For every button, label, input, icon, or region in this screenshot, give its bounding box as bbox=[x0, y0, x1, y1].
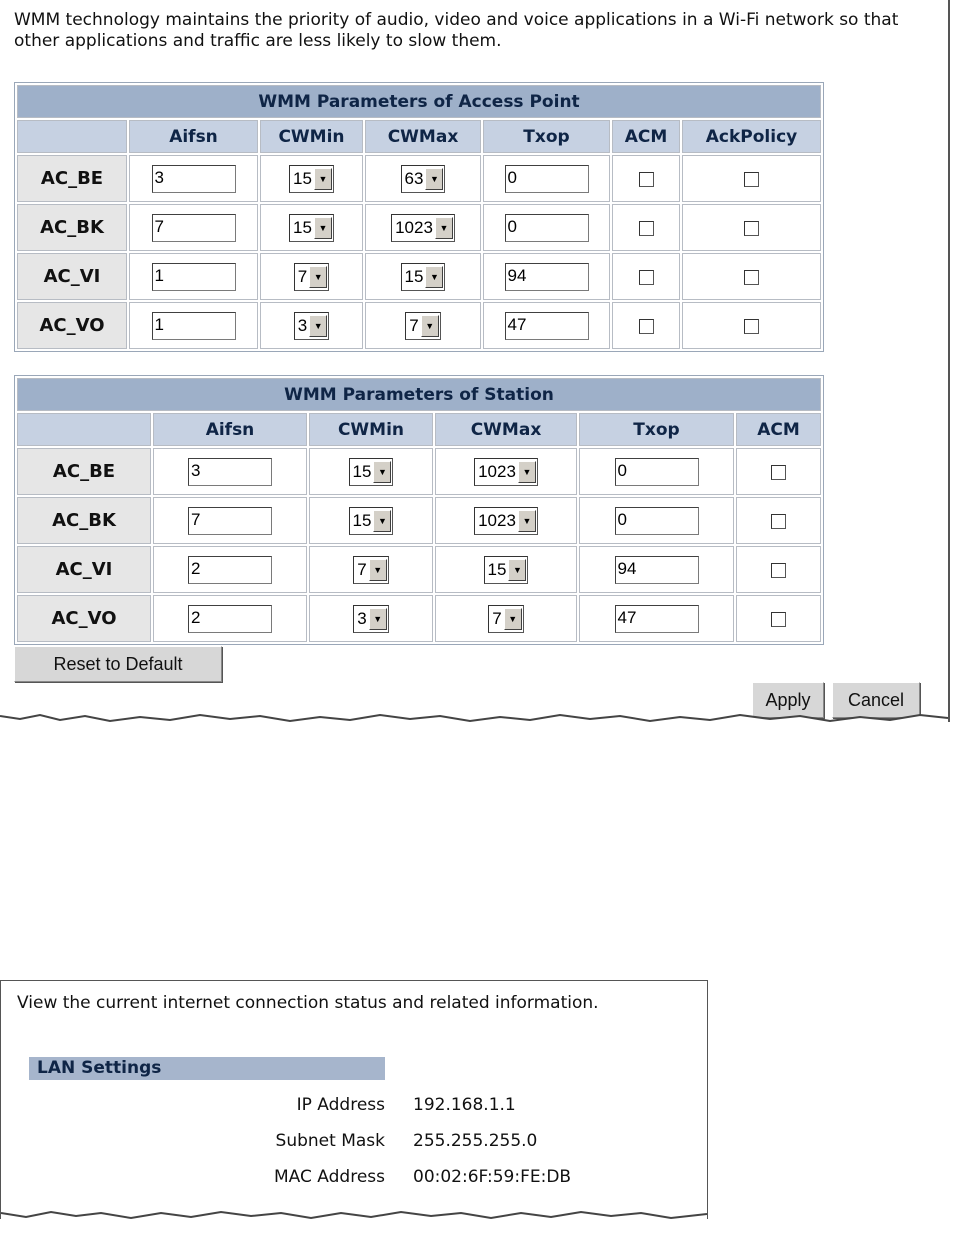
select-value: 15 bbox=[487, 559, 507, 579]
subnet-mask-value: 255.255.255.0 bbox=[413, 1131, 538, 1151]
chevron-down-icon[interactable]: ▼ bbox=[373, 510, 391, 532]
ap-row-label: AC_BK bbox=[17, 204, 127, 251]
ap-ackpolicy-checkbox[interactable] bbox=[744, 319, 759, 334]
table-row bbox=[17, 497, 821, 544]
ap-aifsn-input[interactable]: 1 bbox=[152, 263, 236, 291]
ap-header-cwmax: CWMax bbox=[365, 120, 481, 153]
torn-edge bbox=[1, 1207, 707, 1225]
sta-row-label: AC_BE bbox=[17, 448, 151, 495]
sta-aifsn-input[interactable]: 2 bbox=[188, 605, 272, 633]
apply-button[interactable]: Apply bbox=[752, 682, 824, 718]
select-value: 7 bbox=[297, 266, 308, 286]
ap-header-ackpolicy: AckPolicy bbox=[682, 120, 821, 153]
select-value: 15 bbox=[293, 168, 312, 188]
ap-parameters-table bbox=[14, 82, 824, 352]
sta-acm-checkbox[interactable] bbox=[771, 563, 786, 578]
ap-row-label: AC_VO bbox=[17, 302, 127, 349]
sta-cwmax-select[interactable] bbox=[474, 507, 538, 535]
ap-cwmin-select[interactable] bbox=[289, 165, 334, 193]
sta-header-cwmax: CWMax bbox=[435, 413, 577, 446]
select-value: 63 bbox=[404, 168, 424, 188]
sta-row-label: AC_BK bbox=[17, 497, 151, 544]
select-value: 15 bbox=[352, 510, 372, 530]
chevron-down-icon[interactable]: ▼ bbox=[369, 608, 387, 630]
sta-header-blank bbox=[17, 413, 151, 446]
select-value: 1023 bbox=[478, 461, 516, 481]
ap-txop-input[interactable]: 47 bbox=[505, 312, 589, 340]
ap-cwmax-select[interactable] bbox=[401, 165, 446, 193]
station-table-title: WMM Parameters of Station bbox=[17, 378, 821, 411]
ap-cwmax-select[interactable] bbox=[391, 214, 455, 242]
sta-header-aifsn: Aifsn bbox=[153, 413, 307, 446]
mac-address-value: 00:02:6F:59:FE:DB bbox=[413, 1167, 572, 1187]
subnet-mask-label: Subnet Mask bbox=[275, 1131, 385, 1151]
cancel-button[interactable]: Cancel bbox=[832, 682, 920, 718]
ap-aifsn-input[interactable]: 1 bbox=[152, 312, 236, 340]
select-value: 3 bbox=[297, 315, 308, 335]
ap-acm-checkbox[interactable] bbox=[639, 270, 654, 285]
ap-aifsn-input[interactable]: 3 bbox=[152, 165, 236, 193]
ap-txop-input[interactable]: 94 bbox=[505, 263, 589, 291]
sta-cwmax-select[interactable] bbox=[474, 458, 538, 486]
ap-acm-checkbox[interactable] bbox=[639, 319, 654, 334]
table-row bbox=[17, 302, 821, 349]
chevron-down-icon[interactable]: ▼ bbox=[508, 559, 526, 581]
chevron-down-icon[interactable]: ▼ bbox=[314, 168, 332, 190]
ap-acm-checkbox[interactable] bbox=[639, 221, 654, 236]
sta-header-cwmin: CWMin bbox=[309, 413, 433, 446]
torn-edge bbox=[0, 710, 948, 728]
sta-acm-checkbox[interactable] bbox=[771, 514, 786, 529]
ip-address-value: 192.168.1.1 bbox=[413, 1095, 516, 1115]
chevron-down-icon[interactable]: ▼ bbox=[425, 266, 443, 288]
wmm-description: WMM technology maintains the priority of audio, video and voice applications in a Wi-Fi network so that other applications and traffic are less likely to slow them. bbox=[14, 10, 899, 51]
sta-txop-input[interactable]: 0 bbox=[615, 507, 699, 535]
sta-row-label: AC_VI bbox=[17, 546, 151, 593]
select-value: 1023 bbox=[478, 510, 516, 530]
sta-cwmin-select[interactable] bbox=[353, 556, 388, 584]
sta-cwmin-select[interactable] bbox=[353, 605, 388, 633]
select-value: 1023 bbox=[395, 217, 433, 237]
chevron-down-icon[interactable]: ▼ bbox=[373, 461, 391, 483]
ap-cwmin-select[interactable] bbox=[294, 312, 329, 340]
sta-cwmin-select[interactable] bbox=[349, 458, 394, 486]
table-row bbox=[17, 155, 821, 202]
chevron-down-icon[interactable]: ▼ bbox=[518, 510, 536, 532]
select-value: 15 bbox=[352, 461, 372, 481]
sta-cwmax-select[interactable] bbox=[484, 556, 529, 584]
ap-header-acm: ACM bbox=[612, 120, 680, 153]
mac-address-label: MAC Address bbox=[274, 1167, 385, 1187]
ap-ackpolicy-checkbox[interactable] bbox=[744, 221, 759, 236]
ap-ackpolicy-checkbox[interactable] bbox=[744, 172, 759, 187]
select-value: 3 bbox=[357, 608, 367, 628]
lan-settings-header: LAN Settings bbox=[29, 1057, 385, 1080]
sta-header-txop: Txop bbox=[579, 413, 734, 446]
table-row bbox=[17, 595, 821, 642]
sta-row-label: AC_VO bbox=[17, 595, 151, 642]
ap-table-title: WMM Parameters of Access Point bbox=[17, 85, 821, 118]
table-row bbox=[17, 546, 821, 593]
sta-header-acm: ACM bbox=[736, 413, 821, 446]
sta-txop-input[interactable]: 0 bbox=[615, 458, 699, 486]
sta-aifsn-input[interactable]: 2 bbox=[188, 556, 272, 584]
ap-cwmax-select[interactable] bbox=[405, 312, 440, 340]
chevron-down-icon[interactable]: ▼ bbox=[314, 217, 332, 239]
ap-cwmin-select[interactable] bbox=[289, 214, 334, 242]
ap-header-txop: Txop bbox=[483, 120, 610, 153]
ip-address-label: IP Address bbox=[296, 1095, 385, 1115]
sta-acm-checkbox[interactable] bbox=[771, 465, 786, 480]
table-row bbox=[17, 204, 821, 251]
ap-row-label: AC_BE bbox=[17, 155, 127, 202]
sta-txop-input[interactable]: 94 bbox=[615, 556, 699, 584]
ap-header-aifsn: Aifsn bbox=[129, 120, 258, 153]
ap-row-label: AC_VI bbox=[17, 253, 127, 300]
ap-ackpolicy-checkbox[interactable] bbox=[744, 270, 759, 285]
chevron-down-icon[interactable]: ▼ bbox=[435, 217, 453, 239]
sta-txop-input[interactable]: 47 bbox=[615, 605, 699, 633]
ap-cwmax-select[interactable] bbox=[401, 263, 446, 291]
select-value: 7 bbox=[357, 559, 367, 579]
ap-header-cwmin: CWMin bbox=[260, 120, 363, 153]
status-panel bbox=[0, 980, 708, 1219]
chevron-down-icon[interactable]: ▼ bbox=[425, 168, 443, 190]
ap-cwmin-select[interactable] bbox=[294, 263, 329, 291]
chevron-down-icon[interactable]: ▼ bbox=[421, 315, 439, 337]
ap-aifsn-input[interactable]: 7 bbox=[152, 214, 236, 242]
chevron-down-icon[interactable]: ▼ bbox=[309, 266, 327, 288]
sta-aifsn-input[interactable]: 7 bbox=[188, 507, 272, 535]
station-parameters-table bbox=[14, 375, 824, 645]
ap-header-blank bbox=[17, 120, 127, 153]
chevron-down-icon[interactable]: ▼ bbox=[309, 315, 327, 337]
chevron-down-icon[interactable]: ▼ bbox=[369, 559, 387, 581]
ap-acm-checkbox[interactable] bbox=[639, 172, 654, 187]
select-value: 7 bbox=[409, 315, 419, 335]
select-value: 15 bbox=[293, 217, 312, 237]
ap-txop-input[interactable]: 0 bbox=[505, 165, 589, 193]
chevron-down-icon[interactable]: ▼ bbox=[518, 461, 536, 483]
sta-cwmax-select[interactable] bbox=[488, 605, 523, 633]
ap-txop-input[interactable]: 0 bbox=[505, 214, 589, 242]
table-row bbox=[17, 253, 821, 300]
table-row bbox=[17, 448, 821, 495]
select-value: 15 bbox=[404, 266, 424, 286]
sta-cwmin-select[interactable] bbox=[349, 507, 394, 535]
status-description: View the current internet connection status and related information. bbox=[17, 993, 599, 1013]
sta-acm-checkbox[interactable] bbox=[771, 612, 786, 627]
sta-aifsn-input[interactable]: 3 bbox=[188, 458, 272, 486]
reset-to-default-button[interactable]: Reset to Default bbox=[14, 646, 222, 682]
chevron-down-icon[interactable]: ▼ bbox=[504, 608, 522, 630]
select-value: 7 bbox=[492, 608, 502, 628]
